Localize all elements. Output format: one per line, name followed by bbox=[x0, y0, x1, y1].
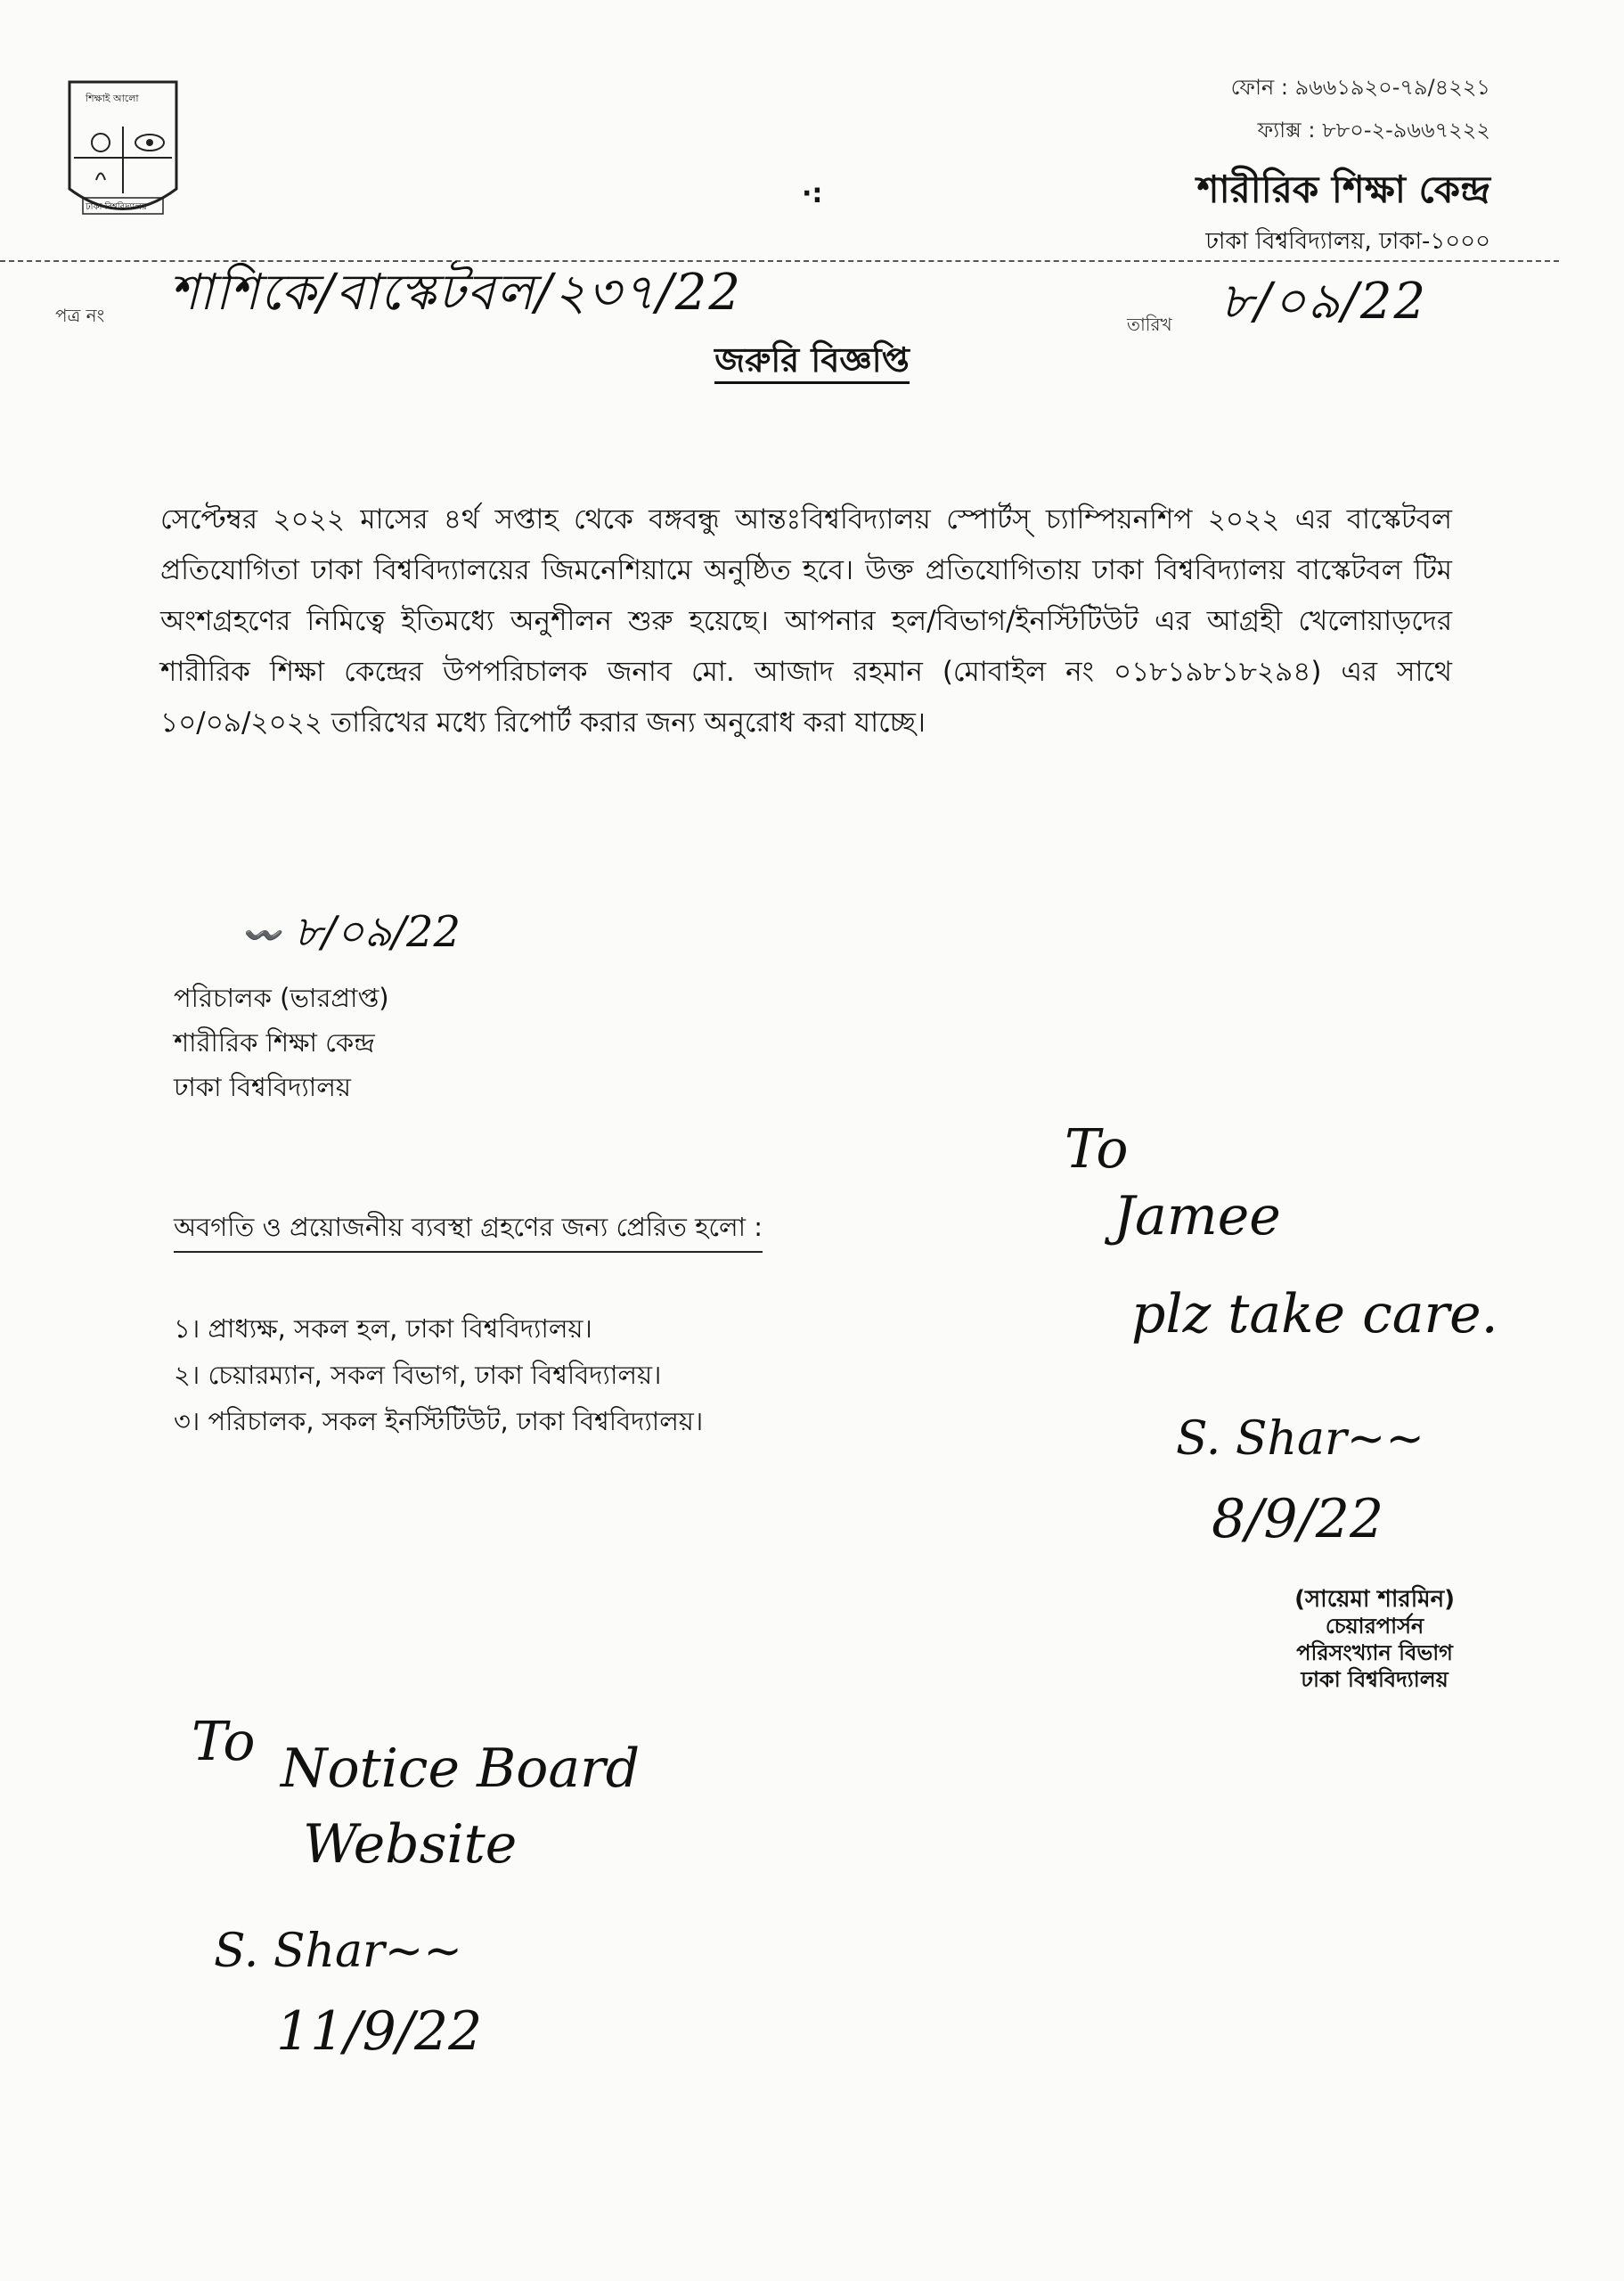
note2-date: 11/9/22 bbox=[276, 2000, 483, 2063]
chairperson-department: পরিসংখ্যান বিভাগ bbox=[1296, 1640, 1453, 1665]
list-item: ২। চেয়ারম্যান, সকল বিভাগ, ঢাকা বিশ্ববিদ্যালয়। bbox=[174, 1360, 662, 1390]
chairperson-stamp bbox=[1294, 1586, 1455, 1693]
signatory-office: শারীরিক শিক্ষা কেন্দ্র bbox=[174, 1027, 375, 1058]
note1-recipient: Jamee bbox=[1114, 1185, 1281, 1247]
note1-instruction: plz take care. bbox=[1131, 1283, 1498, 1345]
signature-date: ৮/০৯/22 bbox=[294, 907, 461, 957]
list-item: ১। প্রাধ্যক্ষ, সকল হল, ঢাকা বিশ্ববিদ্যালয়। bbox=[174, 1313, 592, 1344]
university-address: ঢাকা বিশ্ববিদ্যালয়, ঢাকা-১০০০ bbox=[1205, 228, 1490, 255]
university-logo bbox=[61, 73, 185, 233]
note1-date: 8/9/22 bbox=[1212, 1488, 1384, 1550]
recipient-list bbox=[174, 1305, 703, 1444]
reference-label: পত্র নং bbox=[55, 305, 105, 326]
signatory-block bbox=[174, 976, 389, 1109]
phone-number: ফোন : ৯৬৬১৯২০-৭৯/৪২২১ bbox=[1230, 75, 1490, 100]
note2-website: Website bbox=[303, 1813, 518, 1876]
office-name: শারীরিক শিক্ষা কেন্দ্র bbox=[1196, 168, 1490, 211]
date-label: তারিখ bbox=[1127, 314, 1172, 335]
date-value: ৮/০৯/22 bbox=[1220, 273, 1428, 331]
list-item: ৩। পরিচালক, সকল ইনস্টিটিউট, ঢাকা বিশ্ববিদ্যালয়। bbox=[174, 1406, 704, 1436]
dot-mark: ·: bbox=[802, 178, 823, 209]
director-signature: 〰️ ৮/০৯/22 bbox=[241, 907, 461, 957]
fax-number: ফ্যাক্স : ৮৮০-২-৯৬৬৭২২২ bbox=[1257, 118, 1490, 143]
note1-initials: S. Shar~~ bbox=[1176, 1412, 1424, 1466]
logo-caption: ঢাকা বিশ্ববিদ্যালয় bbox=[86, 202, 147, 212]
note2-recipient: Notice Board bbox=[281, 1737, 641, 1800]
signatory-university: ঢাকা বিশ্ববিদ্যালয় bbox=[174, 1072, 351, 1102]
note2-to: To bbox=[192, 1711, 256, 1773]
chairperson-title: চেয়ারপার্সন bbox=[1325, 1614, 1424, 1639]
logo-motto: শিক্ষাই আলো bbox=[86, 93, 139, 104]
notice-title: জরুরি বিজ্ঞপ্তি bbox=[0, 334, 1624, 391]
note2-initials: S. Shar~~ bbox=[214, 1925, 462, 1978]
chairperson-name: (সায়েমা শারমিন) bbox=[1294, 1586, 1455, 1613]
reference-number: শাশিকে/বাস্কেটবল/২৩৭/22 bbox=[169, 264, 742, 322]
chairperson-university: ঢাকা বিশ্ববিদ্যালয় bbox=[1301, 1667, 1449, 1692]
note1-to: To bbox=[1065, 1118, 1129, 1181]
forwarding-title: অবগতি ও প্রয়োজনীয় ব্যবস্থা গ্রহণের জন্য প্রেরিত হলো : bbox=[174, 1207, 763, 1253]
notice-body: সেপ্টেম্বর ২০২২ মাসের ৪র্থ সপ্তাহ থেকে বঙ্গবন্ধু আন্তঃবিশ্ববিদ্যালয় স্পোর্টস্ চ্যাম্পিয়নশিপ ২০২২ এর বাস্কেটবল প্রতিযোগিতা ঢাকা বিশ্ববিদ্যালয়ের জিমনেশিয়ামে অনুষ্ঠিত হবে। উক্ত প্রতিযোগিতায় ঢাকা বিশ্ববিদ্যালয় বাস্কেটবল টিম অংশগ্রহণের নিমিত্বে ইতিমধ্যে অনুশীলন শুরু হয়েছে। আপনার হল/বিভাগ/ইনস্টিটিউট এর আগ্রহী খেলোয়াড়দের শারীরিক শিক্ষা কেন্দ্রের উপপরিচালক জনাব মো. আজাদ রহমান (মোবাইল নং ০১৮১৯৮১৮২৯৪) এর সাথে ১০/০৯/২০২২ তারিখের মধ্যে রিপোর্ট করার জন্য অনুরোধ করা যাচ্ছে। bbox=[160, 503, 1452, 739]
signatory-designation: পরিচালক (ভারপ্রাপ্ত) bbox=[174, 983, 389, 1013]
